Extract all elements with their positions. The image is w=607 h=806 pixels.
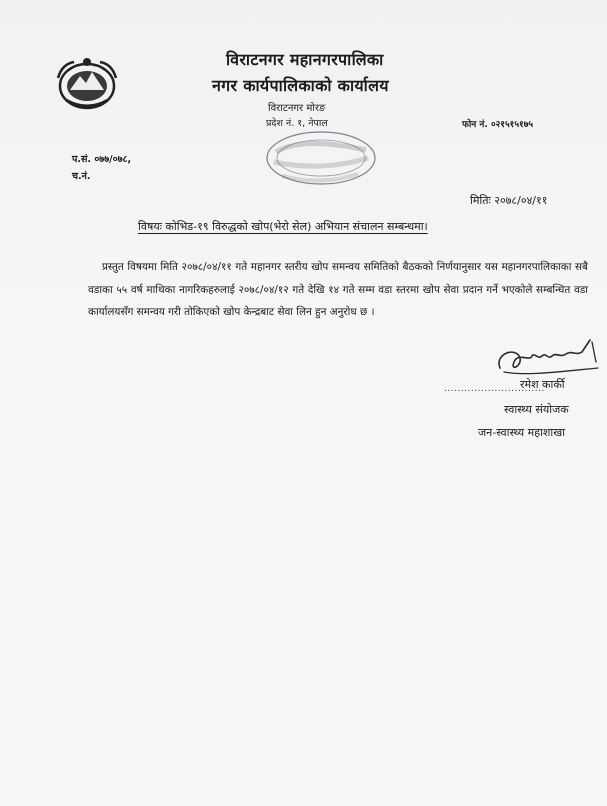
office-name: नगर कार्यपालिकाको कार्यालय — [212, 76, 389, 95]
letter-subject: विषयः कोभिड-१९ विरुद्धको खोप(भेरो सेल) अभियान संचालन सम्बन्धमा। — [138, 220, 428, 233]
organization-name: विराटनगर महानगरपालिका — [226, 50, 384, 69]
signatory-name: रमेश कार्की — [520, 378, 565, 391]
province-pressmark: प्रदेश नं. १, नेपाल — [266, 118, 328, 129]
phone-number: फोन नं. ०२१५१५१७५ — [462, 120, 534, 130]
signatory-title: स्वास्थ्य संयोजक — [504, 403, 569, 416]
reference-number: प.सं. ०७७/०७८, — [72, 154, 132, 165]
dispatch-number: च.नं. — [72, 171, 91, 182]
signatory-department: जन-स्वास्थ्य महाशाखा — [478, 426, 566, 439]
letter-body: प्रस्तुत विषयमा मिति २०७८/०४/११ गते महानगर स्तरीय खोप समन्वय समितिको बैठकको निर्णयानुसार यस महानगरपालिकाका सबै वडाका ५५ वर्ष माथिका नागरिकहरुलाई २०७८/०४/१२ गते देखि १४ गते सम्म वडा स्तरमा खोप सेवा प्रदान गर्ने भएकोले सम्बन्धित वडा कार्यालयसँग समन्वय गरी तोकिएको खोप केन्द्रबाट सेवा लिन हुन अनुरोध छ । — [88, 261, 588, 318]
office-stamp — [262, 128, 380, 188]
government-emblem-icon — [52, 56, 122, 112]
signature-line: .............................. — [444, 384, 545, 394]
office-address: विराटनगर मोरङ — [268, 103, 326, 114]
letter-date: मितिः २०७८/०४/११ — [470, 194, 548, 207]
